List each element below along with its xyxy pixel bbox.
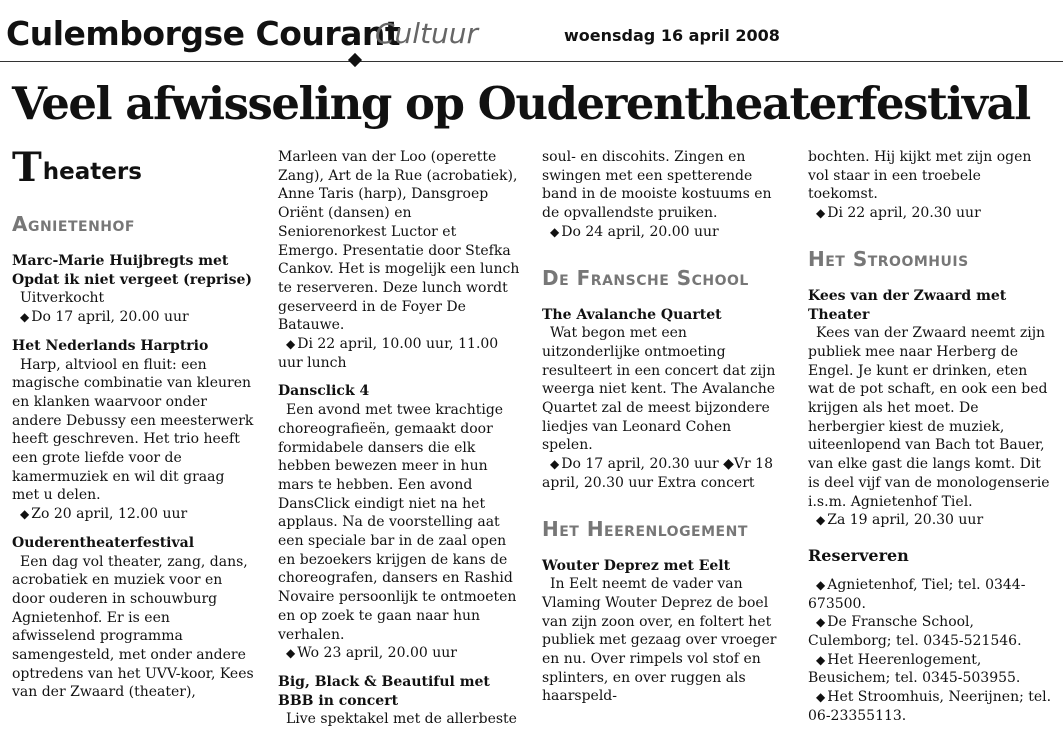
event-title: The Avalanche Quartet: [542, 306, 722, 323]
masthead-rule: [0, 61, 1063, 62]
event-title: Dansclick 4: [278, 383, 370, 400]
event-text: Een dag vol theater, zang, dans, acrobatiek en muziek voor en door ouderen in schouwburg Agnietenhof. Er is een afwisselend programma samengesteld, met onder andere optredens van het UVV-koor, Kees van der Zwaard (theater),: [12, 553, 254, 701]
rubric-initial: T: [12, 144, 42, 191]
contact-line: ◆ Het Stroomhuis, Neerijnen; tel. 06-23355113.: [808, 688, 1054, 725]
event-text: soul- en discohits. Zingen en swingen met een spetterende band in de mooiste kostuums en de opvallendste pruiken.: [542, 149, 772, 222]
venue-heading: De Fransche School: [542, 265, 749, 290]
event-title: Kees van der Zwaard met Theater: [808, 287, 1007, 323]
reservations-heading: Reserveren: [808, 545, 909, 565]
event-date: ◆ Wo 23 april, 20.00 uur: [278, 644, 520, 663]
column-1: [12, 144, 254, 702]
article-headline: Veel afwisseling op Ouderentheaterfestival: [12, 77, 1030, 130]
event-date: ◆ Zo 20 april, 12.00 uur: [12, 505, 254, 524]
column-2: [278, 148, 520, 729]
column-3: [542, 148, 784, 706]
masthead: [0, 0, 1063, 66]
event-text: In Eelt neemt de vader van Vlaming Wouter Deprez de boel van zijn zoon over, en foltert het publiek met gezaag over vroeger en nu. Over rimpels vol stof en splinters, en over ruggen als haarspeld-: [542, 576, 777, 705]
venue-heading: Het Heerenlogement: [542, 516, 748, 541]
event-text: bochten. Hij kijkt met zijn ogen vol staar in een troebele toekomst.: [808, 149, 1032, 203]
issue-date: woensdag 16 april 2008: [564, 26, 780, 45]
event-text: Kees van der Zwaard neemt zijn publiek mee naar Herberg de Engel. Je kunt er drinken, eten wat de pot schaft, en ook een bed krijgen als het moet. De herbergier kiest de muziek, uiteenlopend van Bach tot Bauer, van elke gast die langs komt. Dit is deel vijf van de monologenserie i.s.m. Agnietenhof Tiel.: [808, 325, 1050, 510]
contact-line: ◆ Agnietenhof, Tiel; tel. 0344-673500.: [808, 576, 1054, 613]
event-date: ◆ Do 24 april, 20.00 uur: [542, 223, 784, 242]
event-text: Live spektakel met de allerbeste: [286, 711, 517, 728]
venue-heading: Het Stroomhuis: [808, 246, 969, 271]
event-title: Marc-Marie Huijbregts met Opdat ik niet vergeet (reprise): [12, 253, 252, 288]
event-title: Wouter Deprez met Eelt: [542, 557, 731, 574]
section-name: Cultuur: [375, 17, 479, 50]
event-text: Harp, altviool en fluit: een magische combinatie van kleuren en klanken waarvoor onder andere Debussy een meesterwerk heeft geschreven. Het trio heeft een grote liefde voor de kamermuziek en wil dit graag met u delen.: [12, 356, 254, 504]
diamond-ornament-icon: [348, 53, 362, 67]
event-date: ◆ Do 17 april, 20.00 uur: [12, 308, 254, 327]
event-title: Big, Black & Beautiful met BBB in concert: [278, 673, 490, 709]
event-date: ◆ Di 22 april, 10.00 uur, 11.00 uur lunch: [278, 335, 520, 372]
event-text: Uitverkocht: [20, 290, 105, 307]
contact-line: ◆ De Fransche School, Culemborg; tel. 0345-521546.: [808, 613, 1054, 650]
column-4: [808, 148, 1054, 726]
event-date: ◆ Di 22 april, 20.30 uur: [808, 204, 1054, 223]
contact-line: ◆ Het Heerenlogement, Beusichem; tel. 0345-503955.: [808, 651, 1054, 688]
event-text: Wat begon met een uitzonderlijke ontmoeting resulteert in een concert dat zijn weerga niet kent. The Avalanche Quartet zal de meest bijzondere liedjes van Leonard Cohen spelen.: [542, 325, 776, 454]
event-title: Het Nederlands Harptrio: [12, 337, 209, 354]
rubric-heading: [12, 144, 254, 191]
venue-heading: Agnietenhof: [12, 212, 135, 236]
event-date: ◆ Do 17 april, 20.30 uur ◆Vr 18 april, 20.30 uur Extra concert: [542, 455, 784, 492]
newspaper-name: Culemborgse Courant: [6, 14, 401, 53]
event-text: Marleen van der Loo (operette Zang), Art de la Rue (acrobatiek), Anne Taris (harp), Dansgroep Oriënt (dansen) en Seniorenorkest Luctor et Emergo. Presentatie door Stefka Cankov. Het is mogelijk een lunch te reserveren. Deze lunch wordt geserveerd in de Foyer De Batauwe.: [278, 149, 520, 334]
event-date: ◆ Za 19 april, 20.30 uur: [808, 511, 1054, 530]
rubric-rest: heaters: [42, 159, 142, 185]
event-text: Een avond met twee krachtige choreografieën, gemaakt door formidabele dansers die elk hebben bewezen meer in hun mars te hebben. Een avond DansClick eindigt niet na het applaus. Na de voorstelling aat een speciale bar in de zaal open en bezoekers krijgen de kans de choreografen, dansers en Rashid Novaire persoonlijk te ontmoeten en op zoek te gaan naar hun verhalen.: [278, 402, 517, 643]
event-title: Ouderentheaterfestival: [12, 534, 195, 551]
